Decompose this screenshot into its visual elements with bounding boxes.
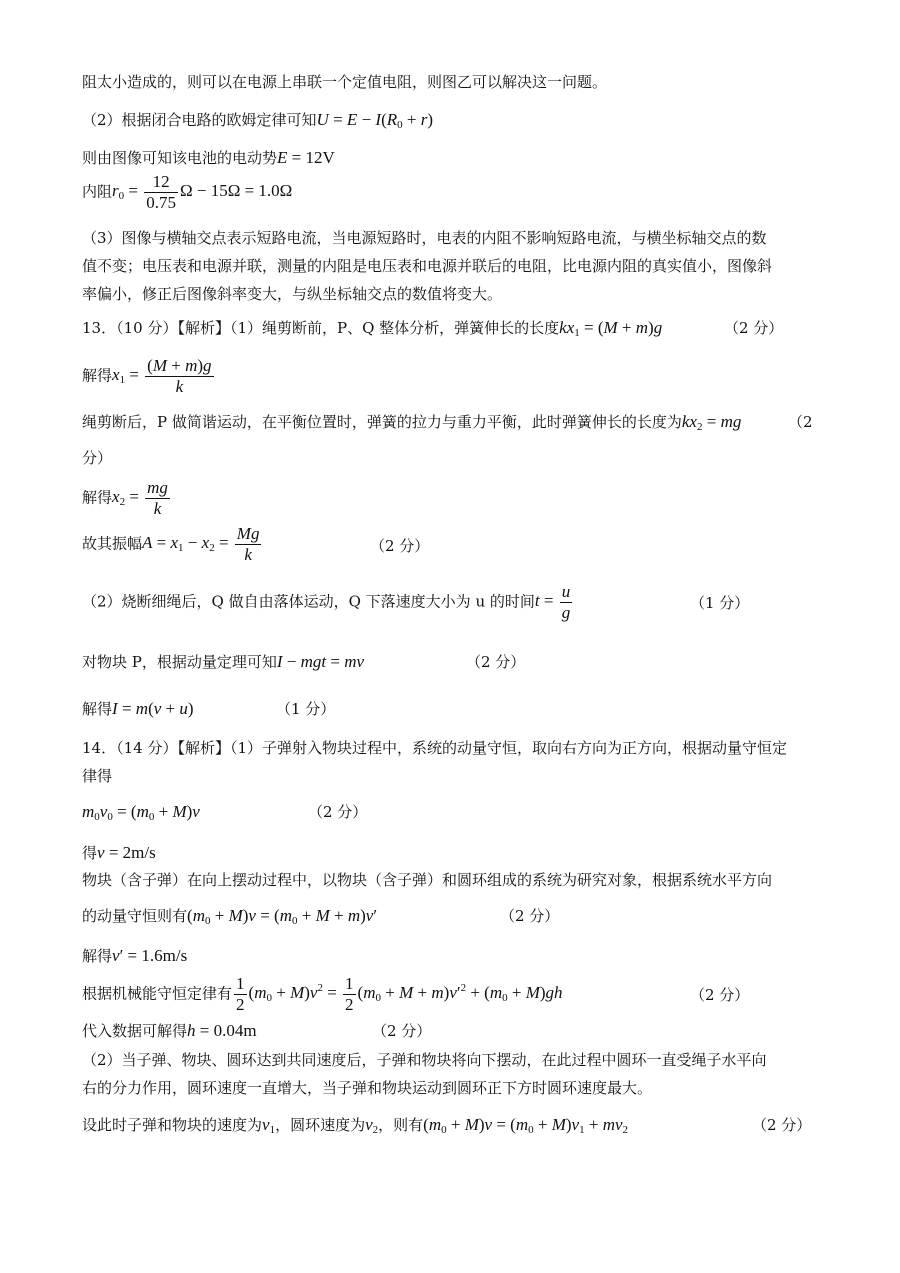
equation-amplitude: $A = x_1 - x_2$ = $\frac{Mg}{k}$: [142, 524, 260, 564]
text-line: [82, 524, 263, 565]
text-line: [82, 412, 741, 437]
text-segment: 代入数据可解得: [82, 1022, 188, 1040]
score-label: （2 分）: [500, 907, 560, 925]
text-line: [82, 906, 377, 931]
text-line: [82, 946, 187, 966]
text-segment: 根据机械能守恒定律有: [82, 984, 233, 1003]
score-label: （2 分）: [690, 986, 750, 1004]
equation-time: t = $\frac{u}{g}$: [534, 582, 571, 622]
equation-impulse: I − mgt = mv: [276, 652, 365, 671]
text-line: 率偏小，修正后图像斜率变大，与纵坐标轴交点的数值将变大。: [82, 285, 503, 303]
score-label: （2: [788, 413, 813, 431]
equation-momentum-1: $m_0v_0 = (m_0 + M)v$: [82, 802, 200, 823]
text-line: [82, 172, 292, 213]
score-label: （1 分）: [276, 700, 336, 718]
equation-internal-resistance: $r_0$ = $\frac{12}{0.75}$ Ω − 15Ω = 1.0Ω: [112, 172, 293, 212]
equation-energy: $\frac{1}{2}$ $(m_0 + M)v^2$ = $\frac{1}{2}$ $(m_0 + M + m)v'^2 + (m_0 + M)gh$: [236, 974, 563, 1014]
text-line: 值不变；电压表和电源并联，测量的内阻是电压表和电源并联后的电阻，比电源内阻的真实值小，图像斜: [82, 257, 773, 275]
score-label: （2 分）: [724, 319, 784, 337]
text-segment: 故其振幅: [82, 534, 143, 553]
equation-x1: $x_1$ = $\frac{(M + m)g}{k}$: [112, 356, 212, 396]
text-segment: 13．（10 分）【解析】（1）绳剪断前，P、Q 整体分析，弹簧伸长的长度: [82, 319, 560, 337]
equation-spring-2: $kx_2$ = mg: [681, 412, 742, 433]
text-line: [82, 110, 433, 135]
text-segment: 解得: [82, 366, 113, 385]
text-line: [82, 974, 563, 1015]
text-line: [82, 1115, 628, 1140]
text-line: [82, 843, 156, 863]
text-segment: 对物块 P，根据动量定理可知: [82, 653, 277, 671]
text-line: [82, 478, 172, 519]
text-line: [82, 148, 335, 168]
text-line: [82, 356, 216, 397]
text-segment: 解得: [82, 700, 113, 718]
score-label: （2 分）: [370, 537, 430, 555]
text-segment: （2）根据闭合电路的欧姆定律可知: [82, 111, 317, 129]
symbol-v1: $v_1$: [262, 1115, 276, 1136]
text-line: [82, 582, 574, 623]
text-line: 分）: [82, 449, 113, 467]
question-13-heading: [82, 318, 662, 343]
text-segment: 解得: [82, 488, 113, 507]
equation-velocity: v = 2m/s: [97, 843, 156, 862]
equation-impulse-result: I = m(v + u): [112, 699, 194, 718]
equation-momentum-2: $(m_0 + M)v = (m_0 + M + m)v'$: [187, 906, 378, 927]
equation-spring-1: $kx_1 = (M + m)g$: [559, 318, 663, 339]
score-label: （2 分）: [372, 1022, 432, 1040]
text-segment: ，则有: [378, 1116, 424, 1134]
equation-ohm-law: $U = E - I(R_0 + r)$: [316, 110, 434, 131]
text-line: [82, 699, 194, 719]
text-line: [82, 1021, 257, 1041]
text-segment: 则由图像可知该电池的电动势: [82, 149, 278, 167]
equation-height: h = 0.04m: [187, 1021, 257, 1040]
text-line: [82, 802, 200, 827]
text-line: 律得: [82, 767, 113, 785]
score-label: （2 分）: [308, 803, 368, 821]
equation-emf: E = 12V: [277, 148, 335, 167]
equation-momentum-3: $(m_0 + M)v = (m_0 + M)v_1 + mv_2$: [423, 1115, 629, 1136]
equation-x2: $x_2$ = $\frac{mg}{k}$: [112, 478, 168, 518]
score-label: （2 分）: [752, 1116, 812, 1134]
text-segment: 的动量守恒则有: [82, 907, 188, 925]
text-line: [82, 652, 364, 672]
text-line: 物块（含子弹）在向上摆动过程中，以物块（含子弹）和圆环组成的系统为研究对象，根据系统水平方向: [82, 871, 773, 889]
equation-common-velocity: v′ = 1.6m/s: [112, 946, 188, 965]
text-line: （2）当子弹、物块、圆环达到共同速度后，子弹和物块将向下摆动，在此过程中圆环一直受绳子水平向: [82, 1051, 767, 1069]
text-line: 右的分力作用，圆环速度一直增大，当子弹和物块运动到圆环正下方时圆环速度最大。: [82, 1079, 653, 1097]
text-line: 阻太小造成的，则可以在电源上串联一个定值电阻，则图乙可以解决这一问题。: [82, 73, 608, 91]
score-label: （2 分）: [466, 653, 526, 671]
score-label: （1 分）: [690, 594, 750, 612]
text-segment: 得: [82, 844, 98, 862]
text-segment: 解得: [82, 947, 113, 965]
text-line: （3）图像与横轴交点表示短路电流，当电源短路时，电表的内阻不影响短路电流，与横坐标轴交点的数: [82, 229, 767, 247]
text-segment: 内阻: [82, 182, 113, 201]
text-segment: 绳剪断后，P 做简谐运动，在平衡位置时，弹簧的拉力与重力平衡，此时弹簧伸长的长度为: [82, 413, 682, 431]
text-segment: 设此时子弹和物块的速度为: [82, 1116, 263, 1134]
question-14-heading: 14．（14 分）【解析】（1）子弹射入物块过程中，系统的动量守恒，取向右方向为正方向，根据动量守恒定: [82, 739, 787, 757]
text-segment: （2）烧断细绳后，Q 做自由落体运动，Q 下落速度大小为 u 的时间: [82, 592, 535, 611]
symbol-v2: $v_2$: [365, 1115, 379, 1136]
text-segment: ，圆环速度为: [275, 1116, 366, 1134]
